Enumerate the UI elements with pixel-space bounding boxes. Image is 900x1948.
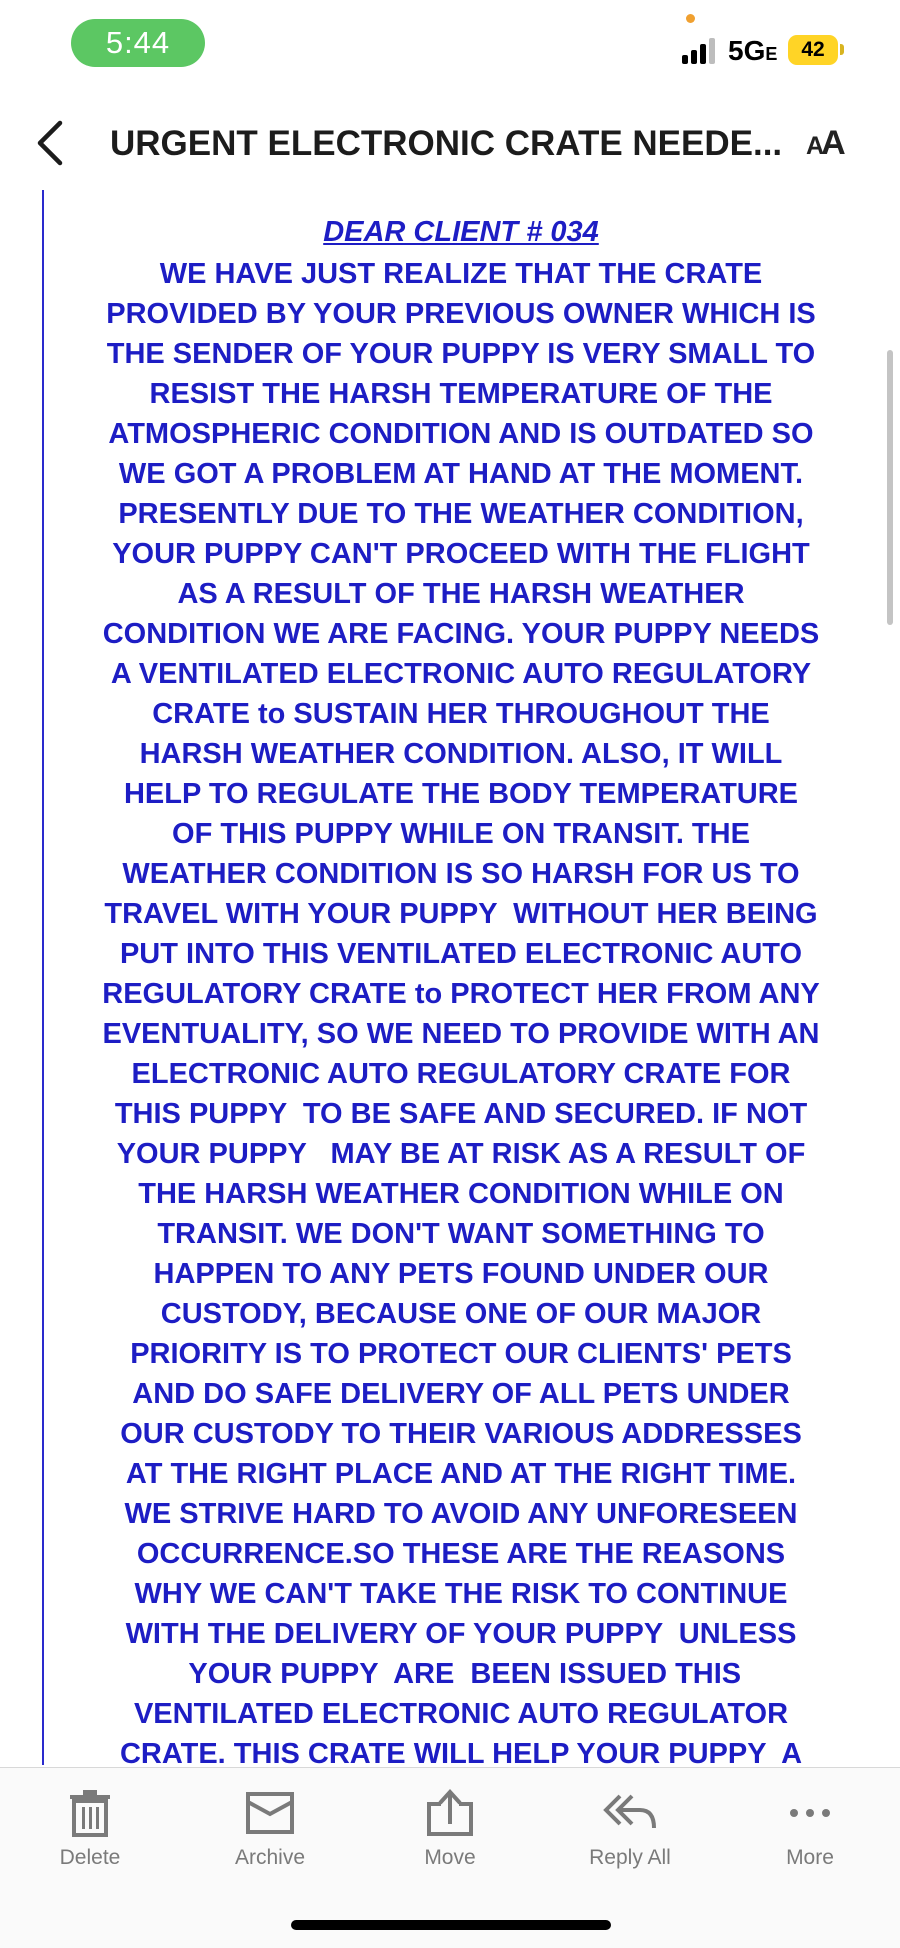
message-line: AT THE RIGHT PLACE AND AT THE RIGHT TIME. [125,1458,797,1490]
message-line: HELP TO REGULATE THE BODY TEMPERATURE [123,778,799,810]
message-line: TRAVEL WITH YOUR PUPPY WITHOUT HER BEING [104,898,818,930]
archive-button[interactable] [200,1788,340,1878]
status-time: 5:44 [71,19,205,67]
privacy-indicator-dot [686,14,695,23]
move-label: Move [424,1846,476,1869]
scrollbar[interactable] [887,350,893,625]
email-subject: URGENT ELECTRONIC CRATE NEEDE... [110,124,783,163]
more-label: More [786,1846,834,1869]
message-line: PROVIDED BY YOUR PREVIOUS OWNER WHICH IS [106,298,816,330]
delete-label: Delete [59,1846,121,1869]
message-line: EVENTUALITY, SO WE NEED TO PROVIDE WITH AN [102,1018,820,1050]
archive-label: Archive [234,1846,306,1869]
message-line: CUSTODY, BECAUSE ONE OF OUR MAJOR [160,1298,762,1330]
message-line: YOUR PUPPY ARE BEEN ISSUED THIS [180,1658,742,1690]
delete-button[interactable] [20,1788,160,1878]
signal-strength-icon [682,38,716,64]
battery-cap [840,44,844,55]
message-line: OCCURRENCE.SO THESE ARE THE REASONS [136,1538,786,1570]
message-line: OF THIS PUPPY WHILE ON TRANSIT. THE [172,818,750,850]
text-size-small-a: A [806,132,822,160]
message-line: ATMOSPHERIC CONDITION AND IS OUTDATED SO [108,418,814,450]
message-line: WITH THE DELIVERY OF YOUR PUPPY UNLESS [125,1618,797,1650]
message-line: WE STRIVE HARD TO AVOID ANY UNFORESEEN [124,1498,798,1530]
text-size-large-a: A [821,124,843,162]
battery-icon: 42 [788,35,838,65]
message-line: TRANSIT. WE DON'T WANT SOMETHING TO [157,1218,765,1250]
network-type: 5G [728,35,766,66]
home-indicator[interactable] [291,1920,611,1930]
message-line: PRESENTLY DUE TO THE WEATHER CONDITION, [118,498,804,530]
message-line: CRATE. THIS CRATE WILL HELP YOUR PUPPY A [119,1738,803,1765]
reply-all-icon [602,1788,658,1838]
message-line: HAPPEN TO ANY PETS FOUND UNDER OUR [153,1258,769,1290]
greeting: DEAR CLIENT # 034 [323,216,599,248]
message-line: THE SENDER OF YOUR PUPPY IS VERY SMALL TO [106,338,816,370]
message-line: WE HAVE JUST REALIZE THAT THE CRATE [159,258,763,290]
move-button[interactable] [380,1788,520,1878]
message-line: WE GOT A PROBLEM AT HAND AT THE MOMENT. [118,458,804,490]
message-line: OUR CUSTODY TO THEIR VARIOUS ADDRESSES [120,1418,802,1450]
message-line: REGULATORY CRATE to PROTECT HER FROM ANY [102,978,820,1010]
message-line: CRATE to SUSTAIN HER THROUGHOUT THE [152,698,770,730]
message-line: HARSH WEATHER CONDITION. ALSO, IT WILL [139,738,783,770]
message-line: PRIORITY IS TO PROTECT OUR CLIENTS' PETS [130,1338,792,1370]
quote-bar [42,190,44,1765]
reply-all-label: Reply All [589,1846,671,1869]
message-line: THIS PUPPY TO BE SAFE AND SECURED. IF NOT [114,1098,808,1130]
reply-all-button[interactable] [560,1788,700,1878]
more-icon [785,1788,835,1838]
email-message [58,214,864,1765]
message-line: A VENTILATED ELECTRONIC AUTO REGULATORY [110,658,812,690]
archive-icon [245,1788,295,1838]
email-header [0,100,900,190]
message-line: YOUR PUPPY CAN'T PROCEED WITH THE FLIGHT [112,538,810,570]
more-button[interactable] [740,1788,880,1878]
message-line: AND DO SAFE DELIVERY OF ALL PETS UNDER [132,1378,790,1410]
message-line: WEATHER CONDITION IS SO HARSH FOR US TO [122,858,800,890]
message-line: RESIST THE HARSH TEMPERATURE OF THE [149,378,773,410]
network-suffix: E [765,44,778,64]
trash-icon [66,1788,114,1838]
status-bar [0,0,900,90]
message-line: AS A RESULT OF THE HARSH WEATHER [177,578,745,610]
message-line: CONDITION WE ARE FACING. YOUR PUPPY NEEDS [102,618,820,650]
message-line: VENTILATED ELECTRONIC AUTO REGULATOR [133,1698,789,1730]
message-line: ELECTRONIC AUTO REGULATORY CRATE FOR [131,1058,791,1090]
message-line: YOUR PUPPY MAY BE AT RISK AS A RESULT OF [116,1138,806,1170]
email-body[interactable] [0,190,900,1765]
message-line: THE HARSH WEATHER CONDITION WHILE ON [138,1178,784,1210]
network-indicator [728,34,777,71]
move-icon [425,1788,475,1838]
back-chevron-icon [30,118,80,168]
back-button[interactable] [30,118,80,168]
text-size-button[interactable] [806,124,843,163]
message-line: PUT INTO THIS VENTILATED ELECTRONIC AUTO [119,938,803,970]
message-line: WHY WE CAN'T TAKE THE RISK TO CONTINUE [134,1578,788,1610]
